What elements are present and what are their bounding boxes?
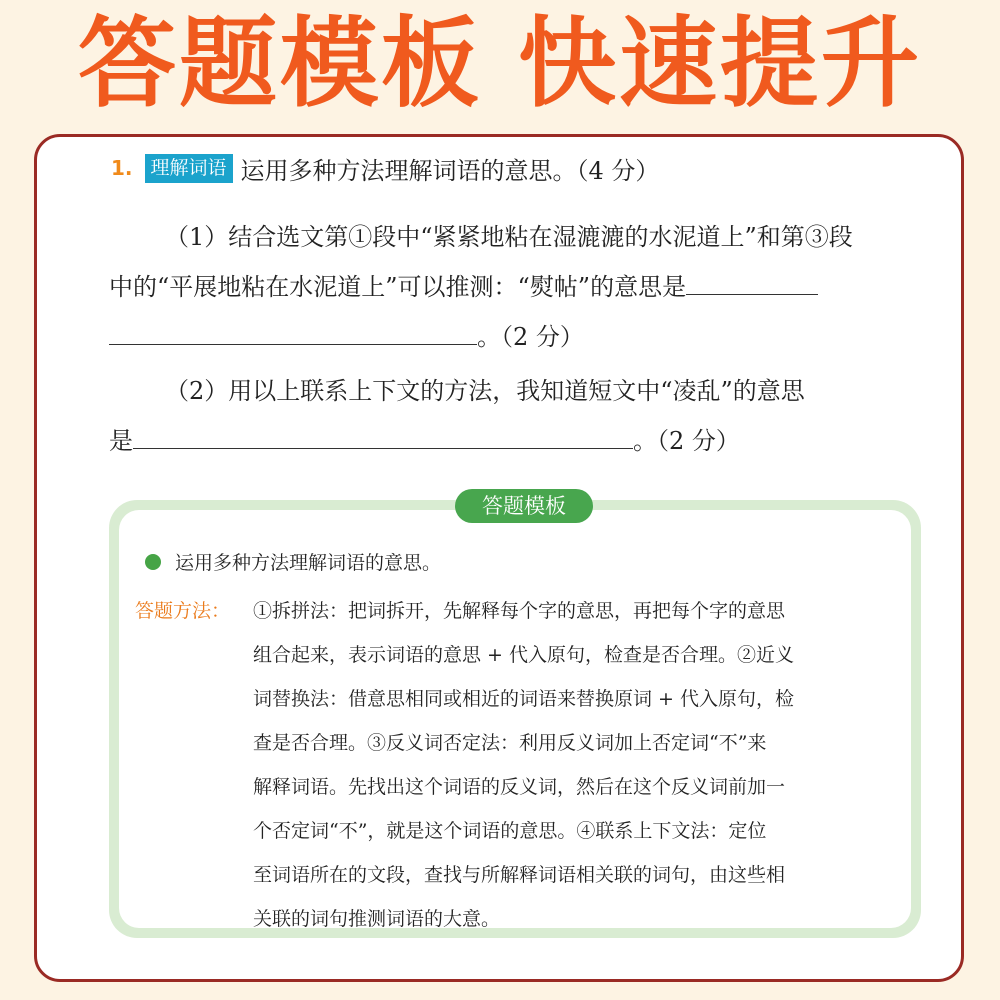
answer-blank-1b[interactable] — [109, 322, 477, 345]
part2-line1: （2）用以上联系上下文的方法，我知道短文中“凌乱”的意思 — [165, 377, 805, 405]
part1-line2-text: 中的“平展地粘在水泥道上”可以推测：“熨帖”的意思是 — [109, 273, 687, 301]
answer-blank-2[interactable] — [133, 426, 633, 449]
banner-title — [0, 4, 1000, 124]
question-number: 1. — [111, 156, 133, 180]
method-line: 个否定词“不”，就是这个词语的意思。④联系上下文法：定位 — [253, 820, 767, 842]
method-label: 答题方法： — [135, 600, 231, 622]
method-line: 解释词语。先找出这个词语的反义词，然后在这个反义词前加一 — [253, 776, 786, 798]
question-card — [34, 134, 964, 982]
part1-line1: （1）结合选文第①段中“紧紧地粘在湿漉漉的水泥道上”和第③段 — [165, 223, 853, 251]
answer-blank-1a[interactable] — [686, 272, 818, 295]
part2-line2 — [109, 421, 740, 456]
method-line: 至词语所在的文段，查找与所解释词语相关联的词句，由这些相 — [253, 864, 786, 886]
part2-line2-end: 。（2 分） — [633, 427, 740, 455]
question-prompt: 运用多种方法理解词语的意思。（4 分） — [240, 156, 660, 185]
part2-line2-start: 是 — [109, 427, 133, 455]
method-line: 关联的词句推测词语的大意。 — [253, 908, 501, 930]
banner-title-left: 答题模板 — [77, 7, 482, 121]
question-tag: 理解词语 — [145, 154, 233, 183]
banner-title-right: 快速提升 — [518, 7, 923, 121]
template-inner — [119, 510, 911, 928]
part1-line3 — [109, 317, 584, 352]
question-header — [111, 151, 659, 185]
method-line: 词替换法：借意思相同或相近的词语来替换原词 + 代入原句，检 — [253, 688, 795, 710]
template-tag: 答题模板 — [455, 489, 593, 523]
part1-line3-end: 。（2 分） — [477, 323, 584, 351]
bullet-dot-icon — [145, 554, 161, 570]
template-box — [109, 500, 921, 938]
method-line: ①拆拼法：把词拆开，先解释每个字的意思，再把每个字的意思 — [253, 600, 786, 622]
method-line: 组合起来，表示词语的意思 + 代入原句，检查是否合理。②近义 — [253, 644, 795, 666]
method-line: 查是否合理。③反义词否定法：利用反义词加上否定词“不”来 — [253, 732, 767, 754]
template-bullet — [145, 548, 441, 575]
template-bullet-text: 运用多种方法理解词语的意思。 — [175, 552, 442, 574]
part1-line2 — [109, 267, 818, 302]
